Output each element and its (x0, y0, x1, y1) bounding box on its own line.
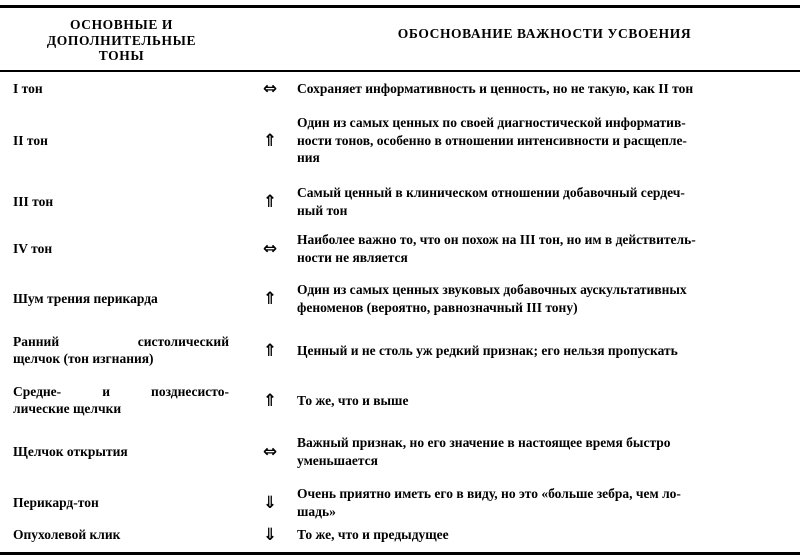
tone-label-cell (0, 281, 243, 307)
up-arrow-icon: ⇑ (262, 340, 278, 361)
tone-label-line: лические щелчки (13, 401, 122, 416)
description-line: феноменов (вероятно, равнозначный III тону) (297, 299, 578, 315)
left-right-arrow-icon: ⇔ (262, 441, 278, 462)
down-arrow-icon: ⇓ (262, 525, 278, 545)
description-line: ния (297, 150, 320, 165)
table-row[interactable] (0, 333, 800, 367)
description-cell (297, 231, 800, 266)
tone-label-cell (0, 333, 243, 367)
tone-label-line: I тон (13, 81, 43, 96)
table-row[interactable] (0, 114, 800, 167)
tone-label-line: Ранний систолический (13, 334, 229, 349)
description-cell (297, 333, 800, 359)
table-row[interactable] (0, 434, 800, 469)
description-cell (297, 281, 800, 316)
description-cell (297, 80, 800, 98)
tone-label-line: II тон (13, 132, 48, 148)
description-line: Один из самых ценных по своей диагностической информатив- (297, 115, 686, 130)
up-arrow-icon: ⇑ (262, 191, 278, 212)
description-line: Важный признак, но его значение в настоящее время быстро (297, 435, 671, 450)
tone-label-line: Средне- и позднесисто- (13, 384, 229, 399)
tone-label-line: III тон (13, 193, 54, 209)
left-right-arrow-icon: ⇔ (262, 238, 278, 259)
tone-label-cell (0, 114, 243, 149)
tone-label-line: IV тон (13, 240, 53, 256)
description-line: уменьшается (297, 452, 378, 468)
tone-label-cell (0, 485, 243, 511)
tone-label-cell (0, 434, 243, 460)
description-line: ности не является (297, 249, 408, 265)
description-line: Самый ценный в клиническом отношении добавочный сердеч- (297, 185, 685, 200)
table-bottom-border (0, 552, 800, 555)
description-line: ный тон (297, 202, 348, 218)
description-line: Сохраняет информативность и ценность, но не такую, как II тон (297, 81, 694, 96)
table-body (0, 72, 800, 552)
description-line: Очень приятно иметь его в виду, но это «больше зебра, чем ло- (297, 486, 681, 501)
description-cell (297, 526, 800, 544)
tone-label-line: Шум трения перикарда (13, 290, 158, 306)
description-line: ности тонов, особенно в отношении интенсивности и расщепле- (297, 132, 687, 148)
tone-label-cell (0, 231, 243, 257)
header-tone-column (0, 17, 243, 64)
description-line: Один из самых ценных звуковых добавочных аускультативных (297, 282, 687, 297)
header-tone-line-2: ДОПОЛНИТЕЛЬНЫЕ (46, 32, 197, 48)
up-arrow-icon: ⇑ (262, 130, 278, 151)
description-line: То же, что и выше (297, 392, 409, 408)
description-cell (297, 434, 800, 469)
tone-label-line: Перикард-тон (13, 494, 99, 510)
tone-label-line: Опухолевой клик (13, 527, 121, 542)
left-right-arrow-icon: ⇔ (262, 79, 278, 99)
table-header-row (0, 8, 800, 70)
tone-label-cell (0, 526, 243, 543)
description-line: Ценный и не столь уж редкий признак; его нельзя пропускать (297, 342, 678, 358)
table-row[interactable] (0, 383, 800, 417)
description-line: То же, что и предыдущее (297, 527, 449, 542)
up-arrow-icon: ⇑ (262, 390, 278, 411)
description-line: Наиболее важно то, что он похож на III тон, но им в действитель- (297, 232, 696, 247)
description-cell (297, 184, 800, 219)
down-arrow-icon: ⇓ (262, 492, 278, 513)
tone-label-cell (0, 184, 243, 210)
table-row[interactable] (0, 526, 800, 544)
table-row[interactable] (0, 281, 800, 316)
up-arrow-icon: ⇑ (262, 288, 278, 309)
description-line: шадь» (297, 503, 336, 519)
tone-label-line: Щелчок открытия (13, 443, 128, 459)
tone-label-line: щелчок (тон изгнания) (13, 351, 154, 366)
description-cell (297, 485, 800, 520)
table-row[interactable] (0, 485, 800, 520)
description-cell (297, 114, 800, 167)
table-row[interactable] (0, 80, 800, 98)
header-tone-line-1: ОСНОВНЫЕ И (69, 17, 174, 32)
header-description-column: ОБОСНОВАНИЕ ВАЖНОСТИ УСВОЕНИЯ (397, 26, 692, 41)
tone-label-cell (0, 80, 243, 97)
table-row[interactable] (0, 231, 800, 266)
table-row[interactable] (0, 184, 800, 219)
tone-label-cell (0, 383, 243, 417)
header-tone-line-3: ТОНЫ (98, 48, 145, 63)
description-cell (297, 383, 800, 409)
